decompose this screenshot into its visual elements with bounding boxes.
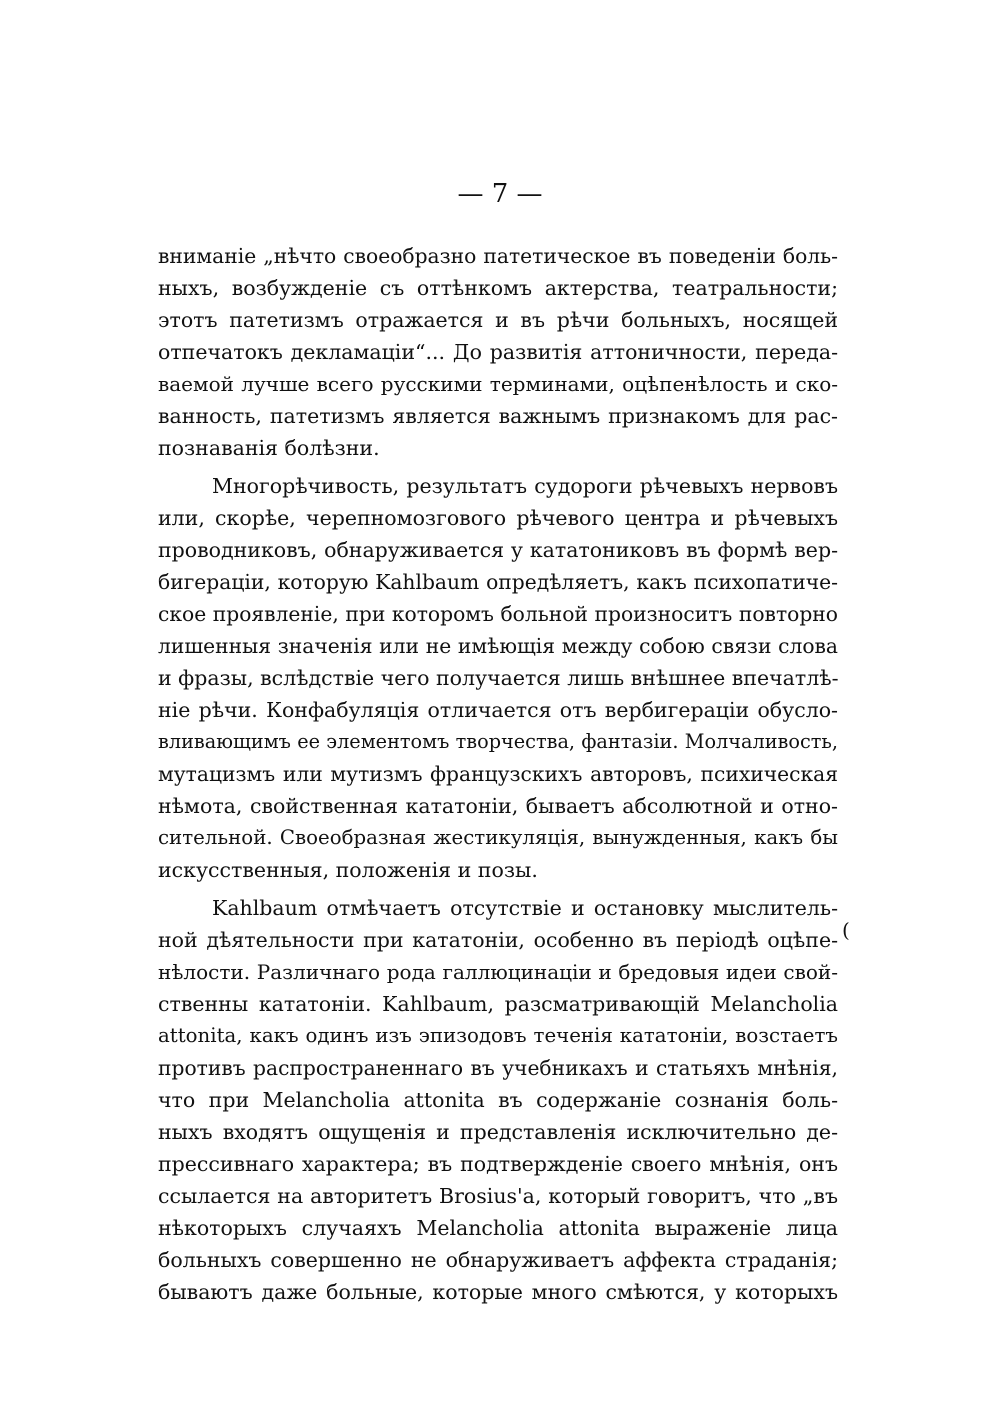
text-line: что при Melancholia attonita въ содержаніе сознанія боль- bbox=[158, 1088, 838, 1112]
text-line: прессивнаго характера; въ подтвержденіе своего мнѣнія, онъ bbox=[158, 1152, 838, 1176]
text-line: attonita, какъ одинъ изъ эпизодовъ теченія кататоніи, возстаетъ bbox=[158, 1024, 838, 1047]
text-line: противъ распространеннаго въ учебникахъ и статьяхъ мнѣнія, bbox=[158, 1056, 838, 1080]
text-line: вниманіе „нѣчто своеобразно патетическое въ поведеніи боль- bbox=[158, 244, 838, 268]
text-line: или, скорѣе, черепномозгового рѣчевого центра и рѣчевыхъ bbox=[158, 506, 838, 530]
text-line: ной дѣятельности при кататоніи, особенно въ періодѣ оцѣпе- bbox=[158, 928, 838, 952]
margin-mark: ( bbox=[842, 918, 850, 942]
text-line: проводниковъ, обнаруживается у кататониковъ въ формѣ вер- bbox=[158, 538, 838, 562]
text-line: и фразы, вслѣдствіе чего получается лишь внѣшнее впечатлѣ- bbox=[158, 666, 839, 690]
text-line: сительной. Своеобразная жестикуляція, вынужденныя, какъ бы bbox=[158, 826, 838, 849]
text-line: ніе рѣчи. Конфабуляція отличается отъ вербигераціи обусло- bbox=[158, 698, 838, 722]
text-line: ственны кататоніи. Kahlbaum, разсматривающій Melancholia bbox=[158, 992, 838, 1016]
text-line: бываютъ даже больные, которые много смѣются, у которыхъ bbox=[158, 1280, 838, 1304]
text-line: нѣкоторыхъ случаяхъ Melancholia attonita выраженіе лица bbox=[158, 1216, 838, 1240]
text-line: искусственныя, положенія и позы. bbox=[158, 858, 538, 882]
text-line: отпечатокъ декламаціи“... До развитія аттоничности, переда- bbox=[158, 340, 838, 364]
text-line: ныхъ входятъ ощущенія и представленія исключительно де- bbox=[158, 1120, 838, 1144]
text-line: вливающимъ ее элементомъ творчества, фантазіи. Молчаливость, bbox=[158, 730, 838, 753]
text-line: больныхъ совершенно не обнаруживаетъ аффекта страданія; bbox=[158, 1248, 838, 1272]
text-line: лишенныя значенія или не имѣющія между собою связи слова bbox=[158, 634, 838, 658]
text-line: ванность, патетизмъ является важнымъ признакомъ для рас- bbox=[158, 404, 838, 428]
body-text bbox=[158, 240, 838, 1308]
text-line: мутацизмъ или мутизмъ французскихъ авторовъ, психическая bbox=[158, 762, 838, 786]
text-line: ныхъ, возбужденіе съ оттѣнкомъ актерства, театральности; bbox=[158, 276, 838, 300]
text-line: ское проявленіе, при которомъ больной произноситъ повторно bbox=[158, 602, 838, 626]
text-line: бигераціи, которую Kahlbaum опредѣляетъ, какъ психопатиче- bbox=[158, 570, 838, 594]
text-line: ссылается на авторитетъ Brosius'а, который говоритъ, что „въ bbox=[158, 1184, 838, 1208]
text-line: нѣлости. Различнаго рода галлюцинаціи и бредовыя идеи свой- bbox=[158, 960, 838, 984]
text-line: познаванія болѣзни. bbox=[158, 436, 380, 460]
text-line: этотъ патетизмъ отражается и въ рѣчи больныхъ, носящей bbox=[158, 308, 838, 332]
text-line: нѣмота, свойственная кататоніи, бываетъ абсолютной и отно- bbox=[158, 794, 838, 818]
text-line: Kahlbaum отмѣчаетъ отсутствіе и остановку мыслитель- bbox=[212, 896, 838, 920]
text-line: ваемой лучше всего русскими терминами, оцѣпенѣлость и ско- bbox=[158, 372, 838, 396]
page-number: — 7 — bbox=[457, 179, 543, 209]
text-line: Многорѣчивость, результатъ судороги рѣчевыхъ нервовъ bbox=[212, 474, 838, 498]
